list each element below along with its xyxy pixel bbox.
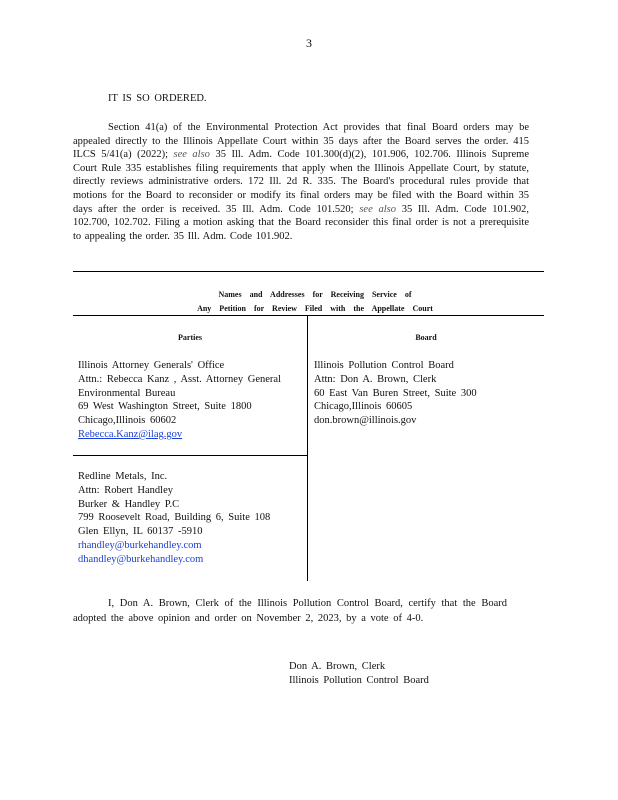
- parties-row-divider: [73, 455, 307, 456]
- party-email-link[interactable]: rhandley@burkehandley.com: [78, 539, 202, 551]
- party-bureau: Environmental Bureau: [78, 387, 176, 399]
- service-table-title: [150, 288, 480, 316]
- see-also-signal: see also: [359, 203, 396, 215]
- page-number: 3: [306, 36, 312, 50]
- signature-block: [289, 660, 429, 688]
- board-header: Board: [415, 333, 437, 342]
- signature-org: Illinois Pollution Control Board: [289, 674, 429, 686]
- table-top-rule: [73, 271, 544, 272]
- party-attorney-general: [78, 359, 281, 442]
- board-email[interactable]: don.brown@illinois.gov: [314, 415, 417, 427]
- party-city: Chicago,Illinois 60602: [78, 415, 177, 427]
- so-ordered-line: IT IS SO ORDERED.: [108, 93, 207, 104]
- board-address: [314, 359, 477, 428]
- board-street: 60 East Van Buren Street, Suite 300: [314, 387, 477, 399]
- table-column-divider: [307, 315, 308, 581]
- signature-name: Don A. Brown, Clerk: [289, 661, 386, 672]
- party-name: Redline Metals, Inc.: [78, 471, 168, 482]
- appeal-text-part-1: Section 41(a) of the Environmental Protection Act provides that final Board orders may be appealed directly to the Illinois Appellate Court within 35 days after the Board serves the order. 415 ILCS 5/41(a) (2022);: [73, 122, 529, 161]
- party-name: Illinois Attorney Generals' Office: [78, 360, 225, 371]
- party-city: Glen Ellyn, IL 60137 -5910: [78, 526, 203, 538]
- appeal-text-part-3: 35 Ill. Adm. Code 101.902, 102.700, 102.702. Filing a motion asking that the Board reconsider this final order is not a prerequisite to appealing the order. 35 Ill. Adm. Code 101.902.: [73, 203, 530, 242]
- party-street: 69 West Washington Street, Suite 1800: [78, 401, 252, 413]
- party-email-link[interactable]: dhandley@burkehandley.com: [78, 553, 204, 565]
- appeal-rights-paragraph: [73, 121, 529, 243]
- service-title-line-2: Any Petition for Review Filed with the Appellate Court: [197, 304, 433, 313]
- service-title-line-1: Names and Addresses for Receiving Service of: [218, 290, 412, 299]
- board-name: Illinois Pollution Control Board: [314, 360, 454, 371]
- parties-header: Parties: [178, 333, 202, 342]
- see-also-signal: see also: [173, 149, 210, 161]
- party-street: 799 Roosevelt Road, Building 6, Suite 108: [78, 512, 271, 524]
- certification-text: I, Don A. Brown, Clerk of the Illinois Pollution Control Board, certify that the Board adopted the above opinion and order on November 2, 2023, by a vote of 4-0.: [73, 598, 507, 624]
- party-attn: Attn.: Rebecca Kanz , Asst. Attorney General: [78, 373, 281, 385]
- party-firm: Burker & Handley P.C: [78, 498, 180, 510]
- party-email-link[interactable]: Rebecca.Kanz@ilag.gov: [78, 428, 183, 440]
- appeal-text-part-2: 35 Ill. Adm. Code 101.300(d)(2), 101.906, 102.706. Illinois Supreme Court Rule 335 establishes filing requirements that apply when the Illinois Appellate Court, by statute, directly reviews administrative orders. 172 Ill. 2d R. 335. The Board's procedural rules provide that motions for the Board to reconsider or modify its final orders may be filed with the Board within 35 days after the order is received. 35 Ill. Adm. Code 101.520;: [73, 149, 529, 215]
- party-attn: Attn: Robert Handley: [78, 484, 173, 496]
- party-redline-metals: [78, 470, 270, 567]
- board-city: Chicago,Illinois 60605: [314, 401, 413, 413]
- board-attn: Attn: Don A. Brown, Clerk: [314, 373, 437, 385]
- clerk-certification: [73, 596, 507, 626]
- table-header-rule: [73, 315, 544, 316]
